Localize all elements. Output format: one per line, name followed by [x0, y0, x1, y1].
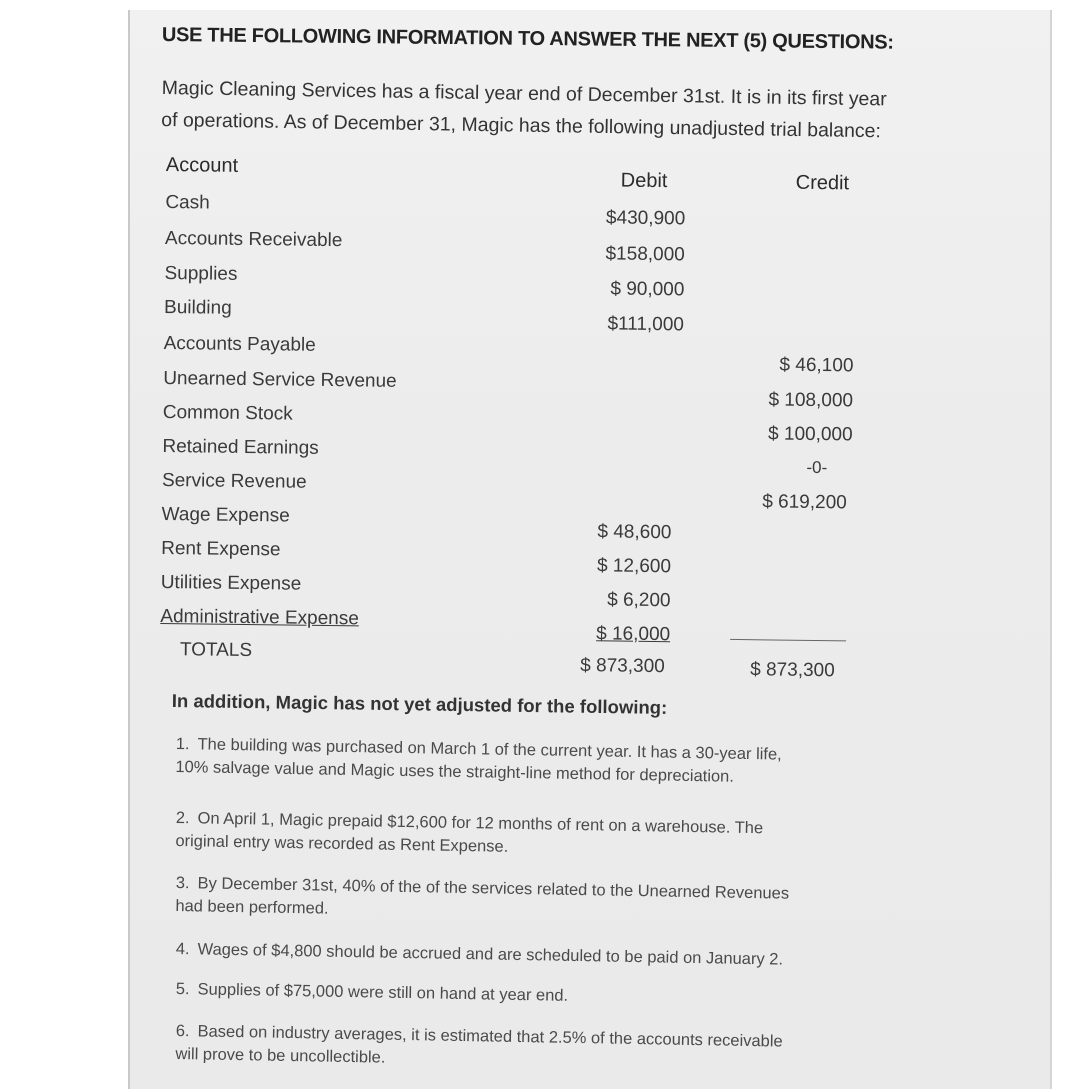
item-text: original entry was recorded as Rent Expense.: [175, 831, 509, 856]
account-name: Accounts Payable: [163, 332, 316, 356]
credit-total: $ 873,300: [750, 659, 835, 682]
debit-amount: $ 48,600: [597, 521, 672, 544]
credit-total-rule: [730, 639, 846, 641]
credit-amount: $ 619,200: [762, 491, 847, 514]
account-name: Unearned Service Revenue: [163, 367, 397, 392]
item-number: 2.: [175, 808, 190, 828]
account-name: Accounts Receivable: [164, 227, 343, 252]
credit-amount: -0-: [806, 457, 828, 478]
debit-amount: $ 90,000: [610, 278, 685, 301]
account-name: Wage Expense: [161, 503, 290, 527]
debit-amount: $ 6,200: [607, 589, 671, 612]
item-text: Wages of $4,800 should be accrued and are scheduled to be paid on January 2.: [197, 940, 784, 969]
totals-label: TOTALS: [179, 639, 253, 662]
item-text: Based on industry averages, it is estimated that 2.5% of the accounts receivable: [197, 1022, 783, 1051]
account-column-header: Account: [165, 154, 239, 177]
item-number: 1.: [175, 734, 190, 754]
account-name: Supplies: [164, 262, 238, 285]
account-name: Common Stock: [162, 401, 293, 425]
item-text: By December 31st, 40% of the of the services related to the Unearned Revenues: [197, 874, 790, 903]
page-heading: USE THE FOLLOWING INFORMATION TO ANSWER THE NEXT (5) QUESTIONS:: [161, 24, 894, 54]
item-text: On April 1, Magic prepaid $12,600 for 12 months of rent on a warehouse. The: [197, 809, 764, 838]
item-text: 10% salvage value and Magic uses the straight-line method for depreciation.: [175, 757, 735, 786]
intro-line: Magic Cleaning Services has a fiscal year end of December 31st. It is in its first year: [161, 76, 887, 111]
debit-amount: $ 16,000: [596, 623, 671, 646]
item-number: 5.: [175, 979, 190, 999]
item-number: 4.: [175, 939, 190, 959]
trial-balance-table: [160, 154, 886, 693]
item-number: 6.: [175, 1021, 190, 1041]
account-name: Utilities Expense: [160, 571, 302, 595]
credit-amount: $ 100,000: [767, 423, 853, 446]
debit-amount: $430,900: [605, 207, 686, 230]
intro-paragraph: [161, 72, 962, 149]
item-number: 3.: [175, 873, 190, 893]
intro-line: of operations. As of December 31, Magic has the following unadjusted trial balance:: [161, 108, 882, 143]
account-name: Rent Expense: [161, 537, 281, 561]
credit-column-header: Credit: [795, 171, 850, 195]
debit-amount: $111,000: [607, 313, 685, 336]
debit-amount: $158,000: [605, 243, 685, 266]
item-text: The building was purchased on March 1 of the current year. It has a 30-year life,: [197, 735, 782, 764]
account-name: Service Revenue: [161, 469, 307, 493]
account-name: Cash: [165, 191, 210, 214]
credit-amount: $ 46,100: [779, 354, 854, 377]
account-name: Administrative Expense: [160, 605, 360, 630]
debit-total: $ 873,300: [580, 655, 665, 678]
account-name: Retained Earnings: [162, 435, 319, 459]
credit-amount: $ 108,000: [768, 389, 854, 412]
debit-column-header: Debit: [620, 169, 668, 193]
item-text: had been performed.: [175, 896, 329, 918]
item-text: Supplies of $75,000 were still on hand at year end.: [197, 980, 569, 1005]
debit-amount: $ 12,600: [596, 555, 672, 578]
item-text: will prove to be uncollectible.: [175, 1044, 386, 1067]
account-name: Building: [163, 296, 232, 319]
additional-adjustments-title: In addition, Magic has not yet adjusted for the following:: [171, 690, 668, 718]
